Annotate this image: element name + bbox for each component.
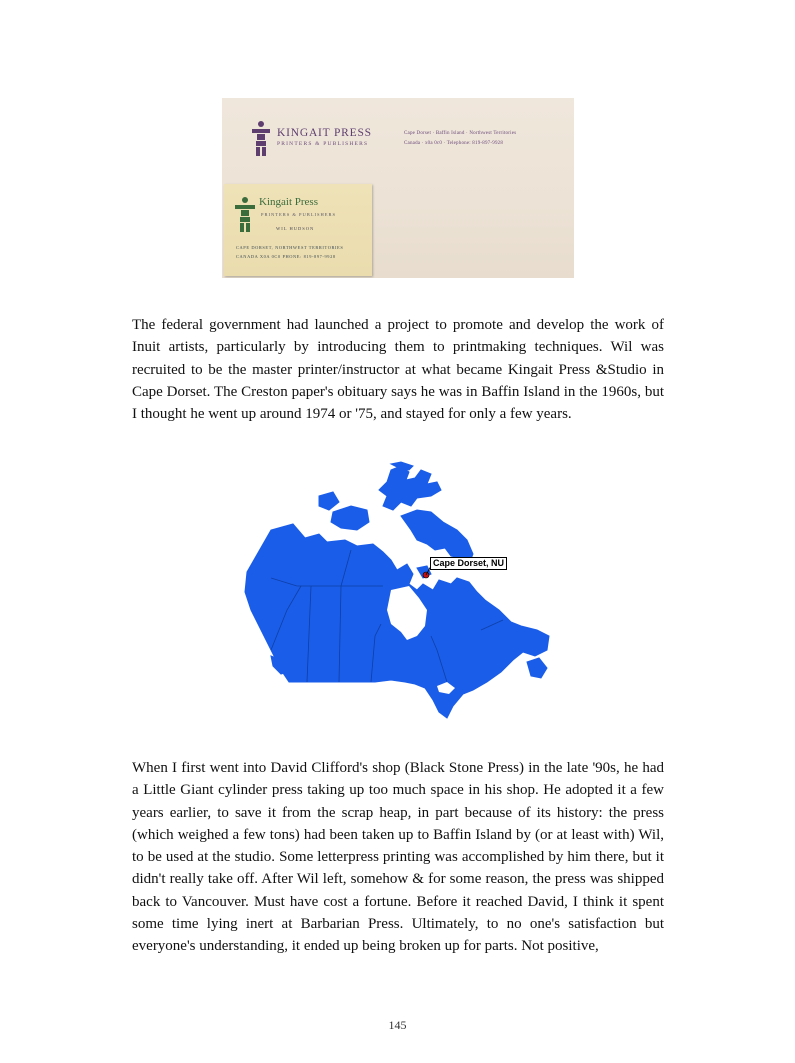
kingait-press-letterhead-photo	[222, 98, 574, 278]
card-name: WIL HUDSON	[276, 226, 315, 231]
letterhead-title: KINGAIT PRESS	[277, 127, 372, 139]
business-card	[224, 184, 372, 276]
cape-dorset-label: Cape Dorset, NU	[430, 557, 507, 570]
body-paragraph-1: The federal government had launched a project to promote and develop the work of Inuit artists, particularly by introducing them to printmaking techniques. Wil was recruited to be the master printer/instructor at what became Kingait Press &Studio in Cape Dorset. The Creston paper's obituary says he was in Baffin Island in the 1960s, but I thought he went up around 1974 or '75, and stayed for only a few years.	[132, 317, 664, 423]
inukshuk-logo-icon	[252, 120, 270, 156]
canada-map	[241, 460, 553, 720]
page-number: 145	[388, 1018, 407, 1032]
letterhead-address-line2: Canada · x0a 0c0 · Telephone: 819-897-9928	[404, 141, 504, 146]
letterhead-address-line1: Cape Dorset · Baffin Island · Northwest Territories	[404, 131, 517, 136]
canada-map-shape	[241, 460, 553, 720]
card-title: Kingait Press	[259, 196, 318, 208]
card-address-line2: CANADA X0A 0C0 PHONE: 819-897-9928	[236, 254, 336, 259]
inukshuk-card-logo-icon	[235, 196, 255, 232]
letterhead-subtitle: PRINTERS & PUBLISHERS	[277, 141, 369, 147]
card-address-line1: CAPE DORSET, NORTHWEST TERRITORIES	[236, 245, 344, 250]
newfoundland	[527, 658, 547, 678]
baffin-island	[401, 510, 473, 564]
banks-island	[319, 492, 339, 510]
victoria-island	[331, 506, 369, 530]
body-paragraph-2: When I first went into David Clifford's shop (Black Stone Press) in the late '90s, he had a Little Giant cylinder press taking up too much space in his shop. He adopted it a few years earlier, to save it from the scrap heap, in part because of its history: the press (which weighed a few tons) had been taken up to Baffin Island by (or at least with) Wil, to be used at the studio. Some letterpress printing was accomplished by him there, but it didn't really take off. After Wil left, somehow & for some reason, the press was shipped back to Vancouver. Must have cost a fortune. Before it reached David, I think it spent some time lying inert at Barbarian Press. Ultimately, to no one's satisfaction but everyone's understanding, it ended up being broken up for parts. Not positive,	[132, 760, 664, 955]
card-subtitle: PRINTERS & PUBLISHERS	[261, 212, 337, 217]
arctic-islands	[379, 466, 441, 510]
